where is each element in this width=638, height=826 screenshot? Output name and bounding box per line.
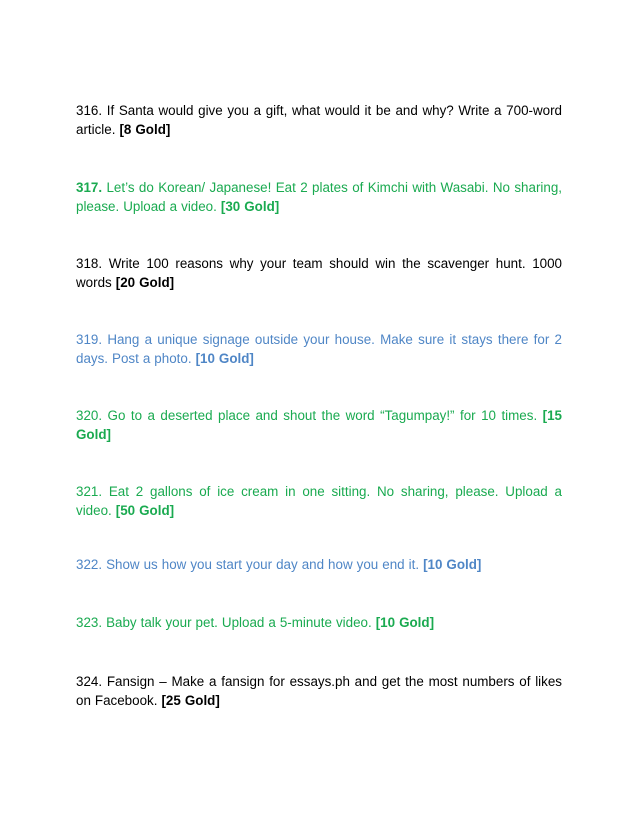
task-322-text: 322. Show us how you start your day and how you end it.	[76, 557, 424, 572]
task-319	[76, 330, 562, 368]
task-320-reward: [15 Gold]	[76, 408, 562, 442]
task-323-reward: [10 Gold]	[375, 615, 435, 630]
task-318-reward: [20 Gold]	[115, 275, 175, 290]
task-316-text: 316. If Santa would give you a gift, what would it be and why? Write a 700-word article.	[76, 103, 562, 137]
task-318	[76, 254, 562, 292]
task-316	[76, 101, 562, 139]
task-323	[76, 613, 562, 632]
task-316-reward: [8 Gold]	[119, 122, 171, 137]
task-319-text: 319. Hang a unique signage outside your house. Make sure it stays there for 2 days. Post a photo.	[76, 332, 562, 366]
task-317-reward: [30 Gold]	[220, 199, 280, 214]
task-320	[76, 406, 562, 444]
task-321	[76, 482, 562, 520]
task-317-number: 317.	[76, 180, 103, 195]
task-319-reward: [10 Gold]	[195, 351, 254, 366]
task-321-text: 321. Eat 2 gallons of ice cream in one sitting. No sharing, please. Upload a video.	[76, 484, 562, 518]
task-324-reward: [25 Gold]	[161, 693, 220, 708]
task-320-text: 320. Go to a deserted place and shout the word “Tagumpay!” for 10 times.	[76, 408, 543, 423]
task-321-reward: [50 Gold]	[115, 503, 175, 518]
task-318-text: 318. Write 100 reasons why your team should win the scavenger hunt. 1000 words	[76, 256, 562, 290]
task-322-reward: [10 Gold]	[423, 557, 482, 572]
task-324	[76, 672, 562, 710]
task-324-text: 324. Fansign – Make a fansign for essays.ph and get the most numbers of likes on Facebook.	[76, 674, 562, 708]
task-317-text: Let’s do Korean/ Japanese! Eat 2 plates of Kimchi with Wasabi. No sharing, please. Upload a video.	[76, 180, 562, 214]
task-317	[76, 178, 562, 216]
task-323-text: 323. Baby talk your pet. Upload a 5-minute video.	[76, 615, 376, 630]
task-322	[76, 555, 562, 574]
